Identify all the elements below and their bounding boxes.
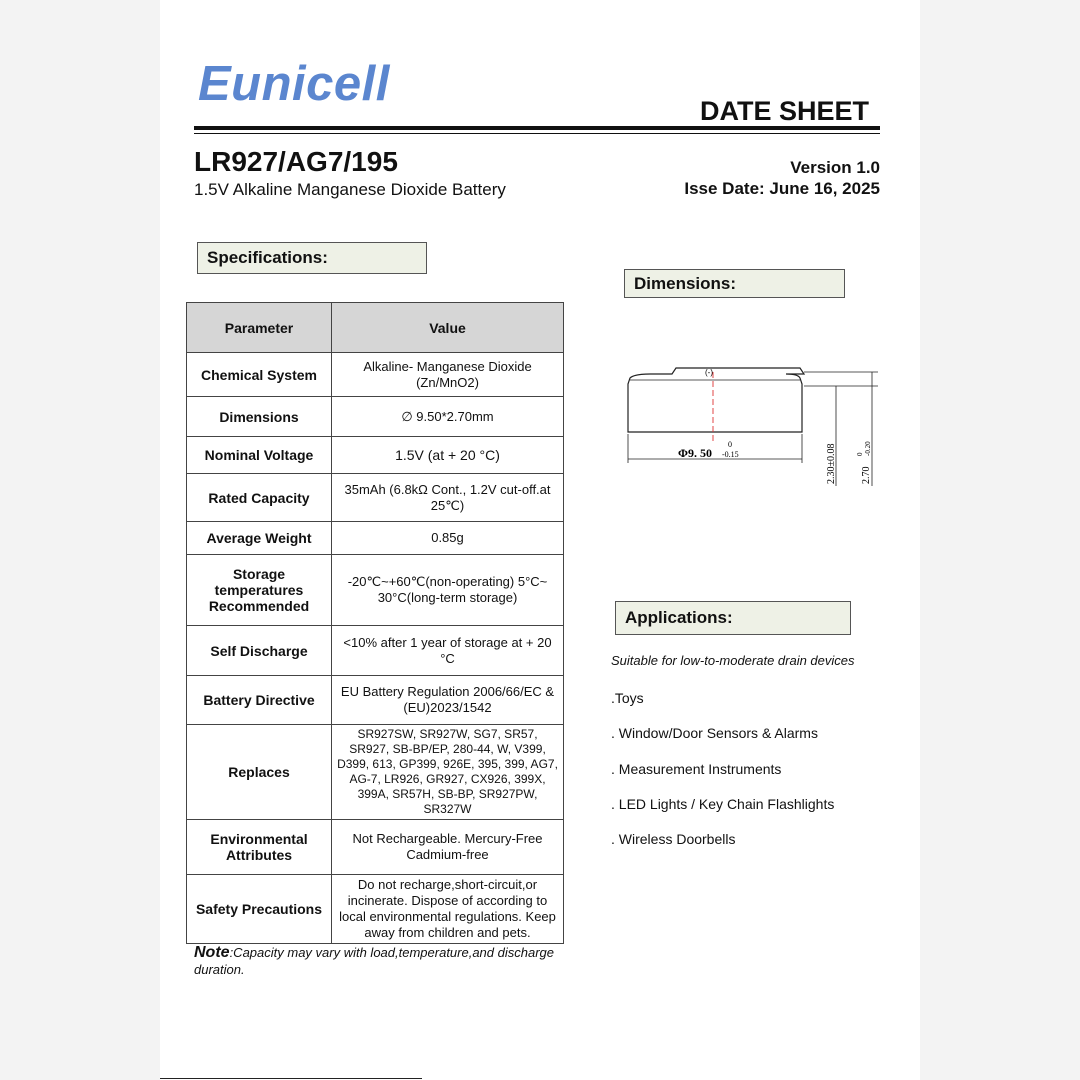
footer-rule — [160, 1078, 422, 1079]
issue-date: Isse Date: June 16, 2025 — [684, 179, 880, 198]
brand-logo: Eunicell — [198, 57, 390, 111]
note-label: Note — [194, 944, 230, 961]
battery-outline — [628, 368, 804, 432]
applications-intro: Suitable for low-to-moderate drain devices — [611, 653, 855, 668]
list-item: . LED Lights / Key Chain Flashlights — [611, 796, 835, 812]
value-cell: 1.5V (at + 20 °C) — [332, 437, 564, 474]
dimensions-heading: Dimensions: — [624, 269, 845, 298]
value-cell: SR927SW, SR927W, SG7, SR57, SR927, SB-BP/EP, 280-44, W, V399, D399, 613, GP399, 926E, 395, 399, AG7, AG-7, LR926, GR927, CX926, 399X, 399A, SR57H, SB-BP, SR927PW, SR327W — [332, 725, 564, 820]
applications-heading: Applications: — [615, 601, 851, 635]
header-rule-thick — [194, 126, 880, 130]
list-item: . Measurement Instruments — [611, 761, 782, 777]
table-row — [187, 397, 564, 437]
diameter-tol-upper: 0 — [728, 440, 732, 449]
height-inner-label: 2.30±0.08 — [826, 443, 837, 484]
value-cell: 0.85g — [332, 522, 564, 555]
header-parameter: Parameter — [187, 303, 332, 353]
table-header-row — [187, 303, 564, 353]
version-label: Version 1.0 — [790, 158, 880, 177]
pole-label: (-) — [705, 368, 713, 377]
value-cell: Not Rechargeable. Mercury-Free Cadmium-free — [332, 820, 564, 875]
diameter-label: Φ9. 50 — [678, 446, 712, 460]
list-item: .Toys — [611, 690, 644, 706]
model-number: LR927/AG7/195 — [194, 146, 398, 177]
height-total-label: 2.70 — [861, 466, 872, 484]
value-cell: EU Battery Regulation 2006/66/EC &(EU)2023/1542 — [332, 676, 564, 725]
param-cell: Storage temperatures Recommended — [187, 555, 332, 626]
param-cell: Environmental Attributes — [187, 820, 332, 875]
capacity-note — [194, 944, 554, 978]
value-cell: ∅ 9.50*2.70mm — [332, 397, 564, 437]
table-row — [187, 626, 564, 676]
page-margin-left — [0, 0, 160, 1080]
value-cell: <10% after 1 year of storage at + 20 °C — [332, 626, 564, 676]
note-text: :Capacity may vary with load,temperature,and discharge duration. — [194, 945, 554, 977]
table-row — [187, 875, 564, 944]
table-row — [187, 555, 564, 626]
height-total-tol-upper: 0 — [856, 452, 864, 456]
param-cell: Rated Capacity — [187, 474, 332, 522]
height-total-tol-lower: -0.20 — [864, 441, 872, 456]
header-rule-thin — [194, 133, 880, 134]
table-row — [187, 474, 564, 522]
document-title: DATE SHEET — [700, 96, 870, 126]
header-value: Value — [332, 303, 564, 353]
value-cell: Alkaline- Manganese Dioxide (Zn/MnO2) — [332, 353, 564, 397]
specifications-heading: Specifications: — [197, 242, 427, 274]
param-cell: Chemical System — [187, 353, 332, 397]
table-row — [187, 676, 564, 725]
value-cell: -20℃~+60℃(non-operating) 5°C~ 30°C(long-term storage) — [332, 555, 564, 626]
list-item: . Wireless Doorbells — [611, 831, 736, 847]
value-cell: Do not recharge,short-circuit,or incinerate. Dispose of according to local environmental regulations. Keep away from children and pets. — [332, 875, 564, 944]
specifications-table — [186, 302, 564, 944]
param-cell: Average Weight — [187, 522, 332, 555]
list-item: . Window/Door Sensors & Alarms — [611, 725, 818, 741]
battery-dimension-drawing — [610, 358, 880, 493]
table-row — [187, 522, 564, 555]
table-row — [187, 725, 564, 820]
table-row — [187, 353, 564, 397]
table-row — [187, 437, 564, 474]
param-cell: Battery Directive — [187, 676, 332, 725]
param-cell: Dimensions — [187, 397, 332, 437]
table-row — [187, 820, 564, 875]
product-subtitle: 1.5V Alkaline Manganese Dioxide Battery — [194, 180, 506, 199]
diameter-tol-lower: -0.15 — [722, 450, 739, 459]
param-cell: Self Discharge — [187, 626, 332, 676]
param-cell: Nominal Voltage — [187, 437, 332, 474]
param-cell: Replaces — [187, 725, 332, 820]
page-margin-right — [920, 0, 1080, 1080]
value-cell: 35mAh (6.8kΩ Cont., 1.2V cut-off.at 25℃) — [332, 474, 564, 522]
param-cell: Safety Precautions — [187, 875, 332, 944]
